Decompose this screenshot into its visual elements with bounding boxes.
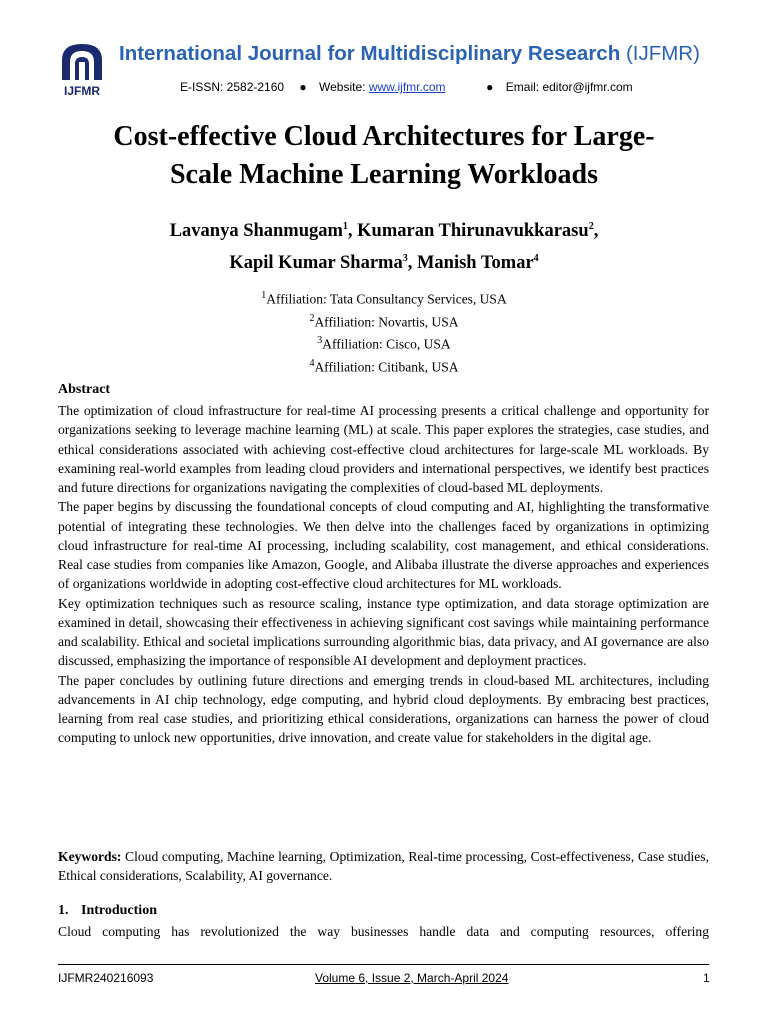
paper-title (40, 118, 728, 194)
affiliation: $^4$Affiliation: Citibank, USA (309, 357, 459, 374)
affiliation: $^3$Affiliation: Cisco, USA (317, 335, 451, 352)
journal-abbr: (IJFMR) (625, 42, 700, 65)
footer-volume-link[interactable]: Volume 6, Issue 2, March-April 2024 (315, 971, 509, 985)
footer-paper-id: IJFMR240216093 (58, 971, 154, 985)
abstract-paragraph: The paper begins by discussing the foundational concepts of cloud computing and AI, highlighting the transformative potential of integrating these technologies. We then delve into the challenges faced by organizations in optimizing cloud infrastructure for real-time AI processing, including scalability, cost management, and ethical considerations. Real case studies from companies like Amazon, Google, and Alibaba illustrate the diverse approaches and experiences of organizations worldwide in adopting cost-effective cloud architectures for ML workloads. (58, 499, 709, 592)
section-number: 1. (58, 903, 69, 918)
page-number: 1 (703, 971, 710, 985)
author-name: Kumaran Thirunavukkarasu (357, 221, 589, 242)
keywords-text: Cloud computing, Machine learning, Optimization, Real-time processing, Cost-effectiveness, Case studies, Ethical considerations, Scalability, AI governance. (58, 849, 709, 884)
section-title: Introduction (81, 903, 157, 918)
email: Email: editor@ijfmr.com (505, 80, 633, 94)
bullet-icon: ● (299, 80, 307, 94)
bullet-icon: ● (486, 80, 494, 94)
affiliation-list (40, 286, 728, 376)
eissn: E-ISSN: 2582-2160 (180, 80, 285, 94)
abstract-body (58, 401, 709, 748)
footer-divider (58, 964, 709, 965)
author-name: Lavanya Shanmugam (169, 221, 343, 242)
section-heading-introduction (58, 903, 157, 919)
author-sup: 4 (533, 253, 539, 265)
affiliation: $^1$Affiliation: Tata Consultancy Services, USA (261, 290, 507, 307)
introduction-text: Cloud computing has revolutionized the way businesses handle data and computing resources, offering (58, 924, 709, 939)
journal-meta (180, 80, 633, 94)
author-name: Manish Tomar (416, 253, 534, 274)
logo-wordmark: IJFMR (64, 84, 100, 98)
journal-name (119, 42, 700, 66)
author-sup: 2 (588, 221, 594, 232)
author-sup: 1 (342, 221, 348, 232)
website-link[interactable]: www.ijfmr.com (368, 80, 446, 94)
abstract-paragraph: Key optimization techniques such as resource scaling, instance type optimization, and data storage optimization are examined in detail, showcasing their effectiveness in achieving significant cost savings while maintaining performance and scalability. Ethical and societal implications surrounding algorithmic bias, data privacy, and AI governance are also discussed, emphasizing the importance of responsible AI development and deployment practices. (58, 595, 709, 669)
website-label: Website: (319, 80, 366, 94)
keywords-label: Keywords: (58, 849, 122, 864)
journal-logo (58, 40, 106, 98)
title-line-2: Scale Machine Learning Workloads (169, 159, 599, 190)
journal-name-text: International Journal for Multidisciplinary Research (119, 42, 621, 65)
abstract-paragraph: The paper concludes by outlining future directions and emerging trends in cloud-based ML architectures, including advancements in AI chip technology, edge computing, and hybrid cloud deployments. By embracing best practices, learning from real case studies, and prioritizing ethical considerations, organizations can harness the power of cloud computing to unlock new opportunities, drive innovation, and create value for stakeholders in the digital age. (58, 672, 709, 746)
author-list: Lavanya Shanmugam$^1$, Kumaran Thirunavukkarasu$^2$, Kapil Kumar Sharma$^3$, Manish Tomar$^4$ (169, 221, 599, 274)
abstract-paragraph: The optimization of cloud infrastructure for real-time AI processing presents a critical challenge and opportunity for organizations seeking to leverage machine learning (ML) at scale. This paper explores the strategies, case studies, and ethical considerations associated with achieving cost-effective cloud architectures for large-scale ML workloads. By examining real-world examples from leading cloud providers and international perspectives, we identify best practices and future directions for organizations navigating the complexities of cloud-based ML deployments. (58, 403, 709, 495)
affiliation: $^2$Affiliation: Novartis, USA (309, 312, 459, 329)
keywords (58, 847, 709, 886)
abstract-heading: Abstract (58, 382, 111, 397)
author-sup: 3 (402, 253, 408, 265)
title-line-1: Cost-effective Cloud Architectures for Large- (113, 121, 655, 152)
author-name: Kapil Kumar Sharma (229, 253, 403, 274)
